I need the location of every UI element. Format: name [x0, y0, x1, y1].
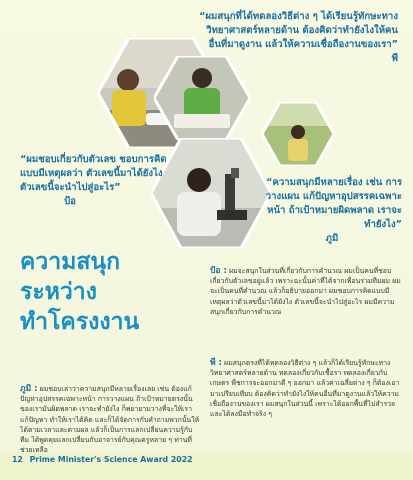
quote-phum — [262, 176, 402, 246]
page-number: 12 — [12, 455, 23, 464]
paragraph-text: ผมจะสนุกในส่วนที่เกี่ยวกับการคำนวณ ผมเป็นคนที่ชอบเกี่ยวกับตัวเลขอยู่แล้ว เพราะฉะนั้นค่าที่ได้จากเพื่อนร่วมทีมผม ผมจะเป็นคนที่คำนวณ แล้วก็อธิบายออกมา ผมชอบการคิดแบบมีเหตุผลว่าตัวเลขนี้มาได้ยังไง ตัวเลขนี้จะนำไปสู่อะไร ผมมีความสนุกเกี่ยวกับการคำนวณ — [210, 267, 401, 316]
quote-text: “ผมชอบเกี่ยวกับตัวเลข ชอบการคิดแบบมีเหตุผลว่า ตัวเลขนี้มาได้ยังไง ตัวเลขนี้จะนำไปสู่อะไร” — [20, 154, 167, 193]
quote-text: “ความสนุกมีหลายเรื่อง เช่น การวางแผน แก้ปัญหาอุปสรรคเฉพาะหน้า ถ้าเป้าหมายผิดพลาด เราจะทำยังไง” — [265, 177, 402, 230]
paragraph-text: ผมสนุกตรงที่ได้ทดลองวิธีต่าง ๆ แล้วก็ได้เรียนรู้ทักษะทางวิทยาศาสตร์หลายด้าน ทดลองเกี่ยวกับเชื้อรา ทดลองเกี่ยวกับเกษตร พืชการจะออกมาดี ๆ ออกมา แล้วค่าเฉลี่ยต่าง ๆ ก็ต้องเอามาเปรียบเทียบ ต้องคิดว่าทำยังไงให้คนอื่นที่มาดูงานแล้วให้ความเชื่อถืองานของเรา ผมสนุกในส่วนนี้ เพราะได้ออกพื้นที่ไปสำรวจและได้ลงมือทำจริง ๆ — [210, 359, 400, 419]
headline-line-1: ความสนุก — [20, 249, 121, 275]
page-footer — [12, 455, 193, 464]
quote-author: ภูมิ — [325, 233, 339, 244]
paragraph-text: ผมชอบเล่าว่าความสนุกมีหลายเรื่องเลย เช่น ต้องแก้ปัญหาอุปสรรคเฉพาะหน้า การวางแผน ถ้าเป้าหมายตรงนั้นของเรามันผิดพลาด เราจะทำยังไง ก็พยายามวางที่จะให้เราแก้ปัญหา ทำให้เราได้คิด และก็ได้จัดการกับคำถามพวกนั้นให้ได้ตามเวลาและตามผล แล้วก็เป็นการแลกเปลี่ยนความรู้กับทีม ได้พูดคุยแลกเปลี่ยนกับอาจารย์กับคุณครูหลาย ๆ ท่านที่ช่วยเหลือ — [20, 385, 200, 455]
quote-text: “ผมสนุกที่ได้ทดลองวิธีต่าง ๆ ได้เรียนรู้ทักษะทางวิทยาศาสตร์หลายด้าน ต้องคิดว่าทำยังไงให้คนอื่นที่มาดูงาน แล้วให้ความเชื่อถืองานของเรา” — [199, 11, 398, 50]
paragraph-phum — [20, 384, 200, 455]
paragraph-pee — [210, 358, 402, 419]
paragraph-por — [210, 266, 402, 317]
headline-line-2: ระหว่าง — [20, 279, 97, 305]
quote-author: พี — [391, 53, 398, 64]
page-headline — [20, 247, 190, 337]
quote-por — [20, 153, 170, 209]
speaker-tag: ภูมิ : — [20, 384, 38, 394]
headline-line-3: ทำโครงงาน — [20, 309, 140, 335]
quote-pee — [198, 10, 398, 66]
quote-author: ป้อ — [64, 196, 76, 207]
speaker-tag: ป้อ : — [210, 266, 227, 276]
field-photo-hexagon — [262, 102, 334, 166]
publication-title: Prime Minister's Science Award 2022 — [29, 455, 193, 464]
speaker-tag: พี : — [210, 358, 222, 368]
lab-photo-hexagon-2 — [154, 56, 250, 140]
